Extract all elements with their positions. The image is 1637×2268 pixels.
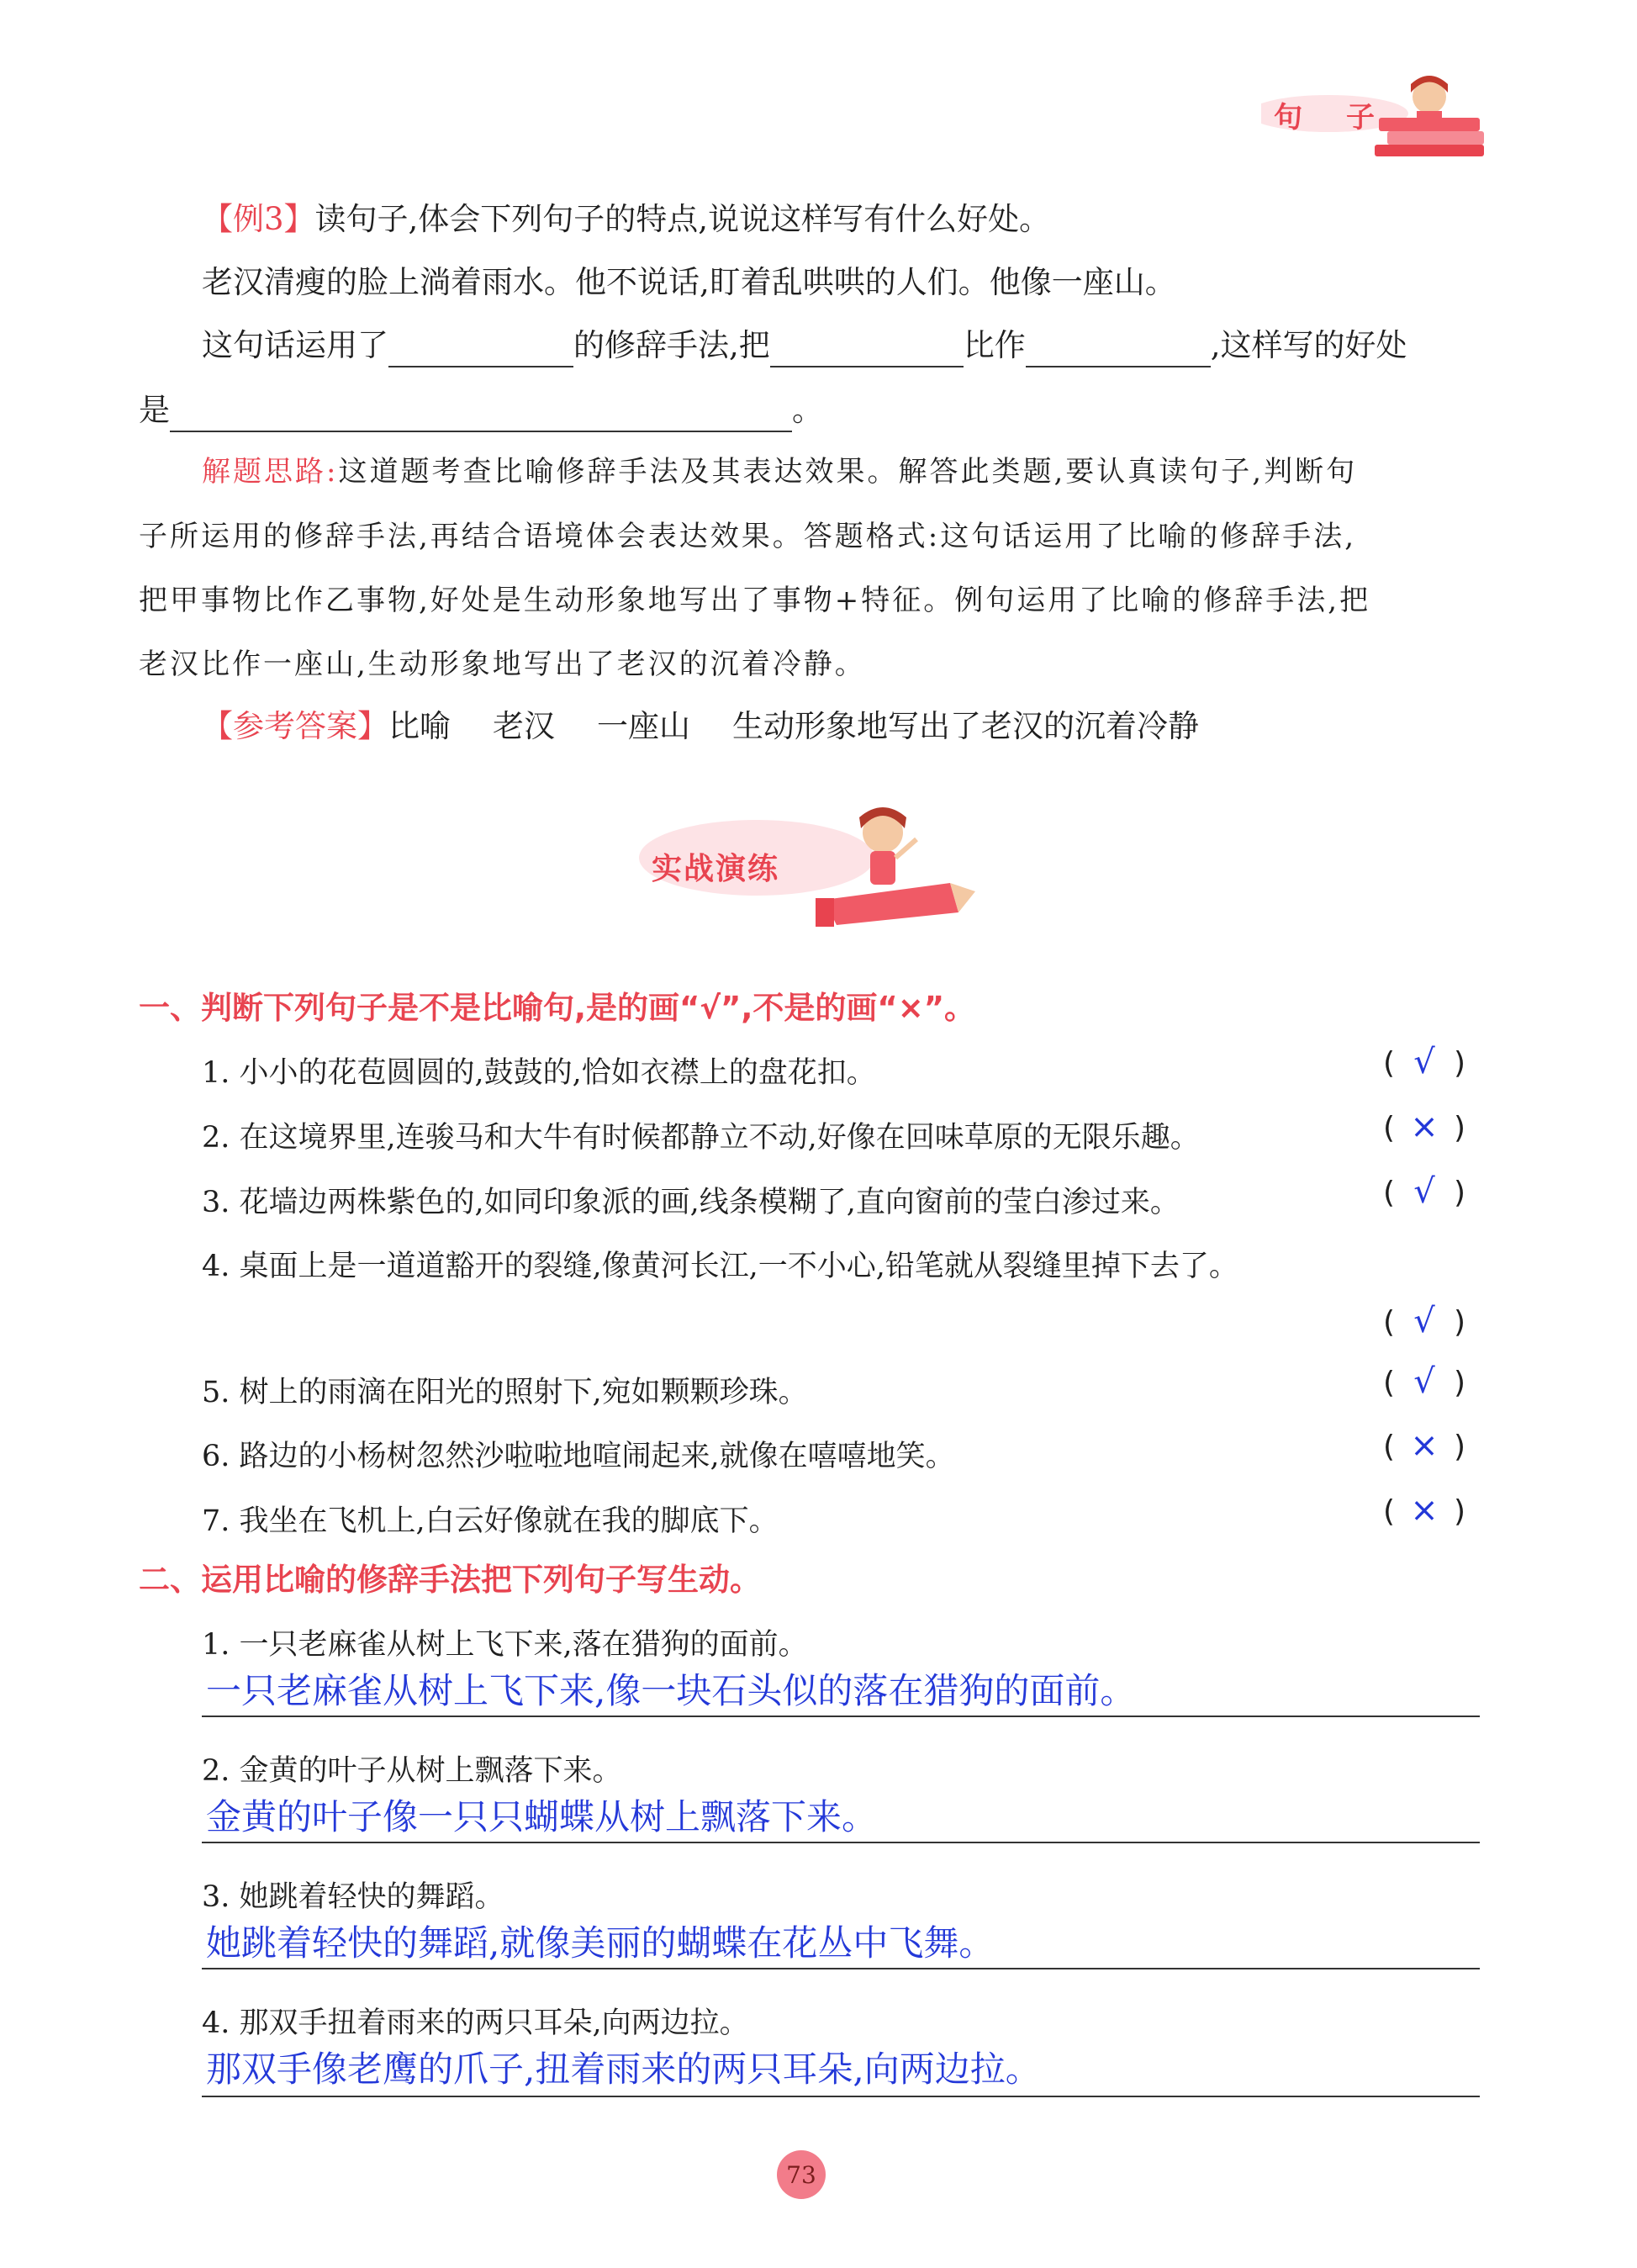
answer-line-2 — [202, 1842, 1480, 1843]
fill-text-4: ,这样写的好处 — [1210, 327, 1407, 363]
judge-item-2: 2. 在这境界里,连骏马和大牛有时候都静立不动,好像在回味草原的无限乐趣。 — [202, 1121, 1200, 1155]
judge-answer-7: ( × ) — [1383, 1491, 1466, 1530]
page-number: 73 — [786, 2161, 816, 2189]
judge-item-7: 7. 我坐在飞机上,白云好像就在我的脚底下。 — [202, 1504, 779, 1538]
rewrite-prompt-2: 2. 金黄的叶子从树上飘落下来。 — [202, 1754, 622, 1788]
judge-mark-3: √ — [1413, 1172, 1435, 1211]
analysis-label: 解题思路: — [202, 455, 339, 489]
judge-answer-3: ( √ ) — [1383, 1172, 1466, 1211]
judge-item-5: 5. 树上的雨滴在阳光的照射下,宛如颗颗珍珠。 — [202, 1376, 808, 1409]
section1-heading: 一、判断下列句子是不是比喻句,是的画“√”,不是的画“×”。 — [139, 990, 976, 1026]
fill-text-5: 是 — [139, 392, 170, 428]
example-prompt-line — [202, 198, 1050, 241]
judge-answer-1: ( √ ) — [1383, 1043, 1466, 1081]
example-sentence: 老汉清瘦的脸上淌着雨水。他不说话,盯着乱哄哄的人们。他像一座山。 — [202, 264, 1176, 300]
header-title: 句子 — [1274, 101, 1418, 135]
rewrite-prompt-3: 3. 她跳着轻快的舞蹈。 — [202, 1880, 504, 1914]
judge-answer-5: ( √ ) — [1383, 1362, 1466, 1401]
judge-answer-6: ( × ) — [1383, 1426, 1466, 1465]
fill-text-6: 。 — [792, 392, 823, 428]
rewrite-answer-2: 金黄的叶子像一只只蝴蝶从树上飘落下来。 — [206, 1796, 878, 1837]
answer-line-4 — [202, 2096, 1480, 2097]
analysis-line-4: 老汉比作一座山,生动形象地写出了老汉的沉着冷静。 — [139, 648, 866, 681]
rewrite-prompt-1: 1. 一只老麻雀从树上飞下来,落在猎狗的面前。 — [202, 1628, 808, 1662]
judge-mark-7: × — [1410, 1491, 1439, 1530]
judge-answer-4: ( √ ) — [1383, 1302, 1466, 1340]
example-fill-line-2 — [139, 389, 823, 432]
judge-mark-5: √ — [1413, 1362, 1435, 1401]
judge-item-4: 4. 桌面上是一道道豁开的裂缝,像黄河长江,一不小心,铅笔就从裂缝里掉下去了。 — [202, 1250, 1238, 1283]
judge-mark-4: √ — [1413, 1302, 1435, 1340]
reference-label: 【参考答案】 — [202, 708, 388, 744]
rewrite-prompt-4: 4. 那双手扭着雨来的两只耳朵,向两边拉。 — [202, 2006, 749, 2040]
fill-blank-2 — [770, 334, 964, 367]
judge-mark-1: √ — [1413, 1043, 1435, 1081]
rewrite-answer-4: 那双手像老鹰的爪子,扭着雨来的两只耳朵,向两边拉。 — [206, 2049, 1041, 2090]
judge-item-1: 1. 小小的花苞圆圆的,鼓鼓的,恰如衣襟上的盘花扣。 — [202, 1056, 876, 1090]
fill-text-1: 这句话运用了 — [202, 327, 388, 363]
reference-answer-line: 【参考答案】比喻 老汉 一座山 生动形象地写出了老汉的沉着冷静 — [202, 708, 1199, 744]
analysis-line-1: 解题思路:这道题考查比喻修辞手法及其表达效果。解答此类题,要认真读句子,判断句 — [202, 455, 1358, 489]
analysis-line-3: 把甲事物比作乙事物,好处是生动形象地写出了事物+特征。例句运用了比喻的修辞手法,把 — [139, 584, 1371, 617]
judge-answer-2: ( × ) — [1383, 1108, 1466, 1146]
judge-mark-2: × — [1410, 1108, 1439, 1146]
judge-item-3: 3. 花墙边两株紫色的,如同印象派的画,线条模糊了,直向窗前的莹白渗过来。 — [202, 1186, 1180, 1219]
section2-heading: 二、运用比喻的修辞手法把下列句子写生动。 — [139, 1562, 761, 1598]
answer-line-3 — [202, 1968, 1480, 1969]
practice-badge-title: 实战演练 — [652, 852, 780, 886]
rewrite-answer-3: 她跳着轻快的舞蹈,就像美丽的蝴蝶在花丛中飞舞。 — [206, 1922, 995, 1964]
fill-text-3: 比作 — [963, 327, 1026, 363]
rewrite-answer-1: 一只老麻雀从树上飞下来,像一块石头似的落在猎狗的面前。 — [206, 1670, 1136, 1711]
fill-blank-4 — [170, 399, 792, 432]
judge-item-6: 6. 路边的小杨树忽然沙啦啦地喧闹起来,就像在嘻嘻地笑。 — [202, 1440, 955, 1473]
example-prompt: 读句子,体会下列句子的特点,说说这样写有什么好处。 — [314, 201, 1051, 237]
example-fill-line — [202, 324, 1407, 367]
example-label: 【例3】 — [202, 201, 315, 237]
judge-mark-6: × — [1410, 1426, 1439, 1465]
fill-blank-1 — [388, 334, 573, 367]
fill-text-2: 的修辞手法,把 — [573, 327, 770, 363]
fill-blank-3 — [1026, 334, 1211, 367]
analysis-line-2: 子所运用的修辞手法,再结合语境体会表达效果。答题格式:这句话运用了比喻的修辞手法, — [139, 520, 1357, 553]
answer-line-1 — [202, 1716, 1480, 1717]
